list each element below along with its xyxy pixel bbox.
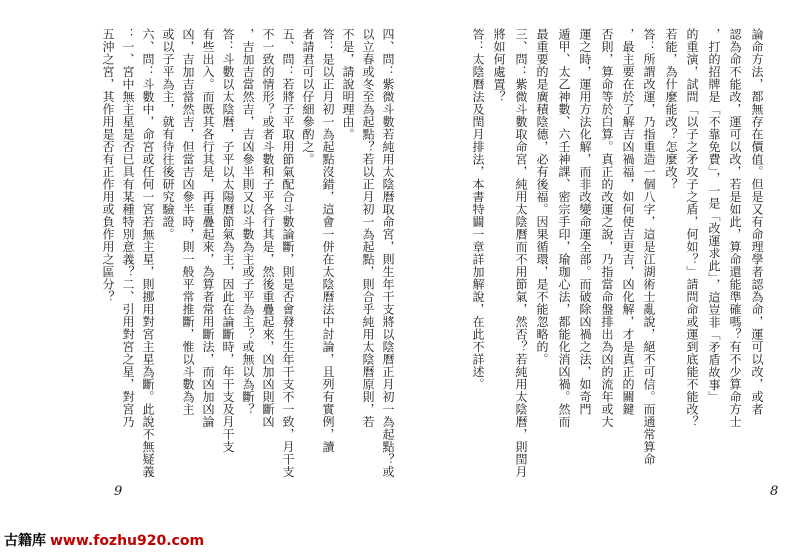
- text-column: 將如何處置？: [492, 28, 506, 103]
- text-column: 三、問：紫微斗數取命宮，純用太陰曆而不用節氣，然否？若純用太陰曆，則閏月: [514, 28, 528, 478]
- text-column: 不是，請說明理由。: [341, 28, 355, 141]
- text-column: 四、問：紫微斗數若純用太陰曆取命宮，則生年干支將以陰曆正月初一為起點？或: [381, 28, 395, 478]
- text-column: 不一致的情形？或者斗數和子平各行其是，然後重疊起來，凶加凶則斷凶: [261, 28, 275, 428]
- text-column: 否則，算命等於白算。真正的改運之說，乃指當命盤排出為凶的流年或大: [600, 28, 614, 428]
- watermark-logo: [4, 530, 204, 550]
- text-column: ：一、宮中無主星是否已具有某種特別意義？二、引用對宮之星，對宮乃: [121, 28, 135, 428]
- text-column: 答：太陰曆法及閏月排法，本書特闢一章詳加解說，在此不詳述。: [471, 28, 485, 391]
- text-column: ，吉加吉當然吉，吉凶參半則又以斗數為主或子平為主？或無以為斷？: [241, 28, 255, 416]
- text-column: 遁甲、太乙神數、六壬神課、密宗手印，瑜珈心法，都能化消凶禍。然而: [557, 28, 571, 428]
- watermark-site-name: 古籍库: [4, 533, 46, 549]
- text-column: 凶，吉加吉當然吉，但當吉凶參半時，則一般平常推斷，惟以斗數為主: [181, 28, 195, 416]
- text-column: 答：斗數以太陰曆，子平以太陽曆節氣為主，因此在論斷時，年干支及月干支: [221, 28, 235, 453]
- text-column: 最重要的是廣積陰德，必有後福。因果循環，是不能忽略的。: [535, 28, 549, 366]
- text-column: 者請君可以仔細參酌之。: [301, 28, 315, 166]
- text-column: 答：是以正月初一為起點沒錯，這會一併在太陰曆法中討論，且列有實例，讀: [321, 28, 335, 453]
- text-column: 運之時，運用方法化解，而非改變命運全部。而破除凶禍之法，如奇門: [578, 28, 592, 416]
- text-column: 五、問：若將子平取用節氣配合斗數論斷，則是否會發生生年干支不一致，月干支: [281, 28, 295, 478]
- right-page: [470, 28, 770, 498]
- text-column: 的重演，試問「以子之矛攻子之盾，何如？」請問命或運到底能不能改？: [685, 28, 699, 428]
- left-page: [100, 28, 400, 498]
- left-page-number: 9: [114, 484, 123, 499]
- text-column: ，打的招牌是「不靠免費」，一是「改運求此」，這豈非「矛盾故事」: [707, 28, 721, 404]
- text-column: 認為命不能改，運可以改，若是如此，算命還能準確嗎？有不少算命方士: [728, 28, 742, 428]
- text-column: 答：所謂改運，乃指重造一個八字，這是江湖術士亂說，絕不可信。而通常算命: [642, 28, 656, 466]
- text-column: 或以子平為主，就有待往後研究驗證。: [161, 28, 175, 241]
- text-column: 論命方法，都無存在價值。但是又有命理學者認為命，運可以改，或者: [750, 28, 764, 416]
- text-column: 六、問：斗數中，命宮或任何一宮若無主星，則挪用對宮主星為斷。此說不無疑義: [141, 28, 155, 478]
- text-column: ，最主要在於了解吉凶禍福，如何使吉更吉，凶化解，才是真正的關鍵: [621, 28, 635, 416]
- watermark-url: www.fozhu920.com: [50, 533, 205, 549]
- right-page-number: 8: [770, 484, 779, 499]
- text-column: 若能，為什麼能改？怎麼改？: [664, 28, 678, 191]
- footer-watermark: [0, 528, 793, 554]
- text-column: 有些出入。而既其各行其是，再重疊起來，為算者常用斷法，而凶加凶論: [201, 28, 215, 428]
- text-column: 五沖之宮，其作用是否有正作用或負作用之區分？: [101, 28, 115, 303]
- text-column: 以立春或冬至為起點？若以正月初一為起點，則合乎純用太陰曆原則，若: [361, 28, 375, 428]
